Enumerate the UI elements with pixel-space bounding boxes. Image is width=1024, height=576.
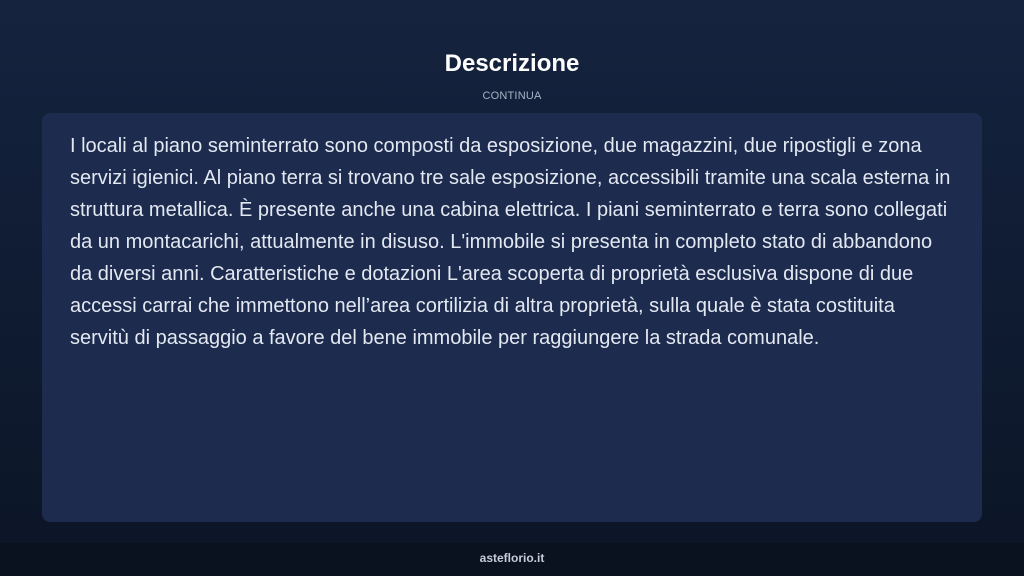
- continue-link[interactable]: CONTINUA: [482, 90, 542, 102]
- description-card: [42, 113, 982, 522]
- page-title: Descrizione: [444, 50, 580, 77]
- footer-bar: [0, 543, 1024, 576]
- footer-brand: asteflorio.it: [479, 551, 545, 565]
- description-text: I locali al piano seminterrato sono composti da esposizione, due magazzini, due ripostigli e zona servizi igienici. Al piano terra si trovano tre sale esposizione, accessibili tramite una scala esterna in struttura metallica. È presente anche una cabina elettrica. I piani seminterrato e terra sono collegati da un montacarichi, attualmente in disuso. L'immobile si presenta in completo stato di abbandono da diversi anni. Caratteristiche e dotazioni L'area scoperta di proprietà esclusiva dispone di due accessi carrai che immettono nell’area cortilizia di altra proprietà, sulla quale è stata costituita servitù di passaggio a favore del bene immobile per raggiungere la strada comunale.: [70, 135, 951, 349]
